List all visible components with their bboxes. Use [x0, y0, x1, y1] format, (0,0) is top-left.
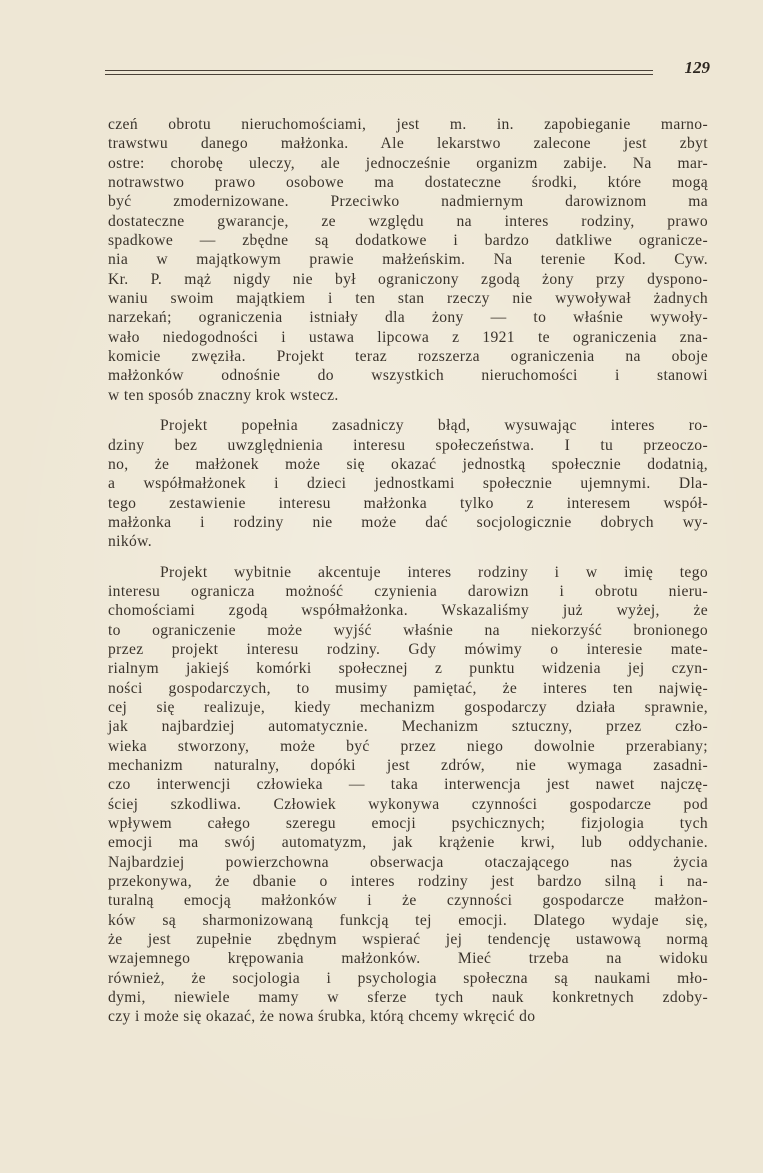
text-line: również, że socjologia i psychologia społeczna są naukami mło- — [108, 969, 708, 987]
header-rule-bottom — [105, 74, 653, 75]
text-line: że jest zupełnie zbędnym wspierać jej tendencję ustawową normą — [108, 931, 708, 949]
text-line: małżonków odnośnie do wszystkich nieruchomości i stanowi — [108, 367, 708, 385]
paragraph — [108, 416, 708, 551]
text-line: tego zestawienie interesu małżonka tylko z interesem współ- — [108, 494, 708, 512]
text-line: dostateczne gwarancje, ze względu na interes rodziny, prawo — [108, 212, 708, 230]
paragraph-gap — [108, 552, 708, 563]
text-line: spadkowe — zbędne są dodatkowe i bardzo datkliwe ogranicze- — [108, 232, 708, 250]
text-line: mechanizm naturalny, dopóki jest zdrów, nie wymaga zasadni- — [108, 757, 708, 774]
paragraph-gap — [108, 405, 708, 416]
text-line: czeń obrotu nieruchomościami, jest m. in. zapobieganie marno- — [108, 116, 708, 133]
text-line: wało niedogodności i ustawa lipcowa z 1921 te ograniczenia zna- — [108, 328, 708, 346]
text-line: no, że małżonek może się okazać jednostką społecznie dodatnią, — [108, 455, 708, 473]
text-line: cej się realizuje, kiedy mechanizm gospodarczy działa sprawnie, — [108, 698, 708, 716]
text-line: turalną emocją małżonków i że czynności gospodarcze małżon- — [108, 892, 708, 910]
text-line: wpływem całego szeregu emocji psychicznych; fizjologia tych — [108, 815, 708, 833]
text-line: Projekt wybitnie akcentuje interes rodziny i w imię tego — [160, 563, 708, 581]
text-line: rialnym jakiejś komórki społecznej z punktu widzenia jej czyn- — [108, 660, 708, 678]
text-line: ków są sharmonizowaną funkcją tej emocji. Dlatego wydaje się, — [108, 911, 708, 929]
text-line: małżonka i rodziny nie może dać socjologicznie dobrych wy- — [108, 513, 708, 531]
text-line: być zmodernizowane. Przeciwko nadmiernym darowiznom ma — [108, 193, 708, 211]
text-line: wzajemnego krępowania małżonków. Mieć trzeba na widoku — [108, 950, 708, 968]
text-line: notrawstwo prawo osobowe ma dostateczne środki, które mogą — [108, 174, 708, 192]
text-line: trawstwu danego małżonka. Ale lekarstwo zalecone jest zbyt — [108, 135, 708, 153]
header-rule-top — [105, 70, 653, 71]
text-line: ostre: chorobę uleczy, ale jednocześnie organizm zabije. Na mar- — [108, 154, 708, 172]
text-line: Projekt popełnia zasadniczy błąd, wysuwając interes ro- — [160, 417, 708, 435]
text-line: nia w majątkowym prawie małżeńskim. Na terenie Kod. Cyw. — [108, 251, 708, 269]
paragraph — [108, 115, 708, 405]
text-line: a współmałżonek i dzieci jednostkami społecznie ujemnymi. Dla- — [108, 475, 708, 493]
paragraph — [108, 563, 708, 1027]
text-line: Kr. P. mąż nigdy nie był ograniczony zgodą żony przy dyspono- — [108, 270, 708, 288]
text-line: komicie zwęziła. Projekt teraz rozszerza ograniczenia na oboje — [108, 348, 708, 366]
text-line: chomościami zgodą współmałżonka. Wskazaliśmy już wyżej, że — [108, 602, 708, 620]
page-number: 129 — [684, 58, 710, 77]
text-line: emocji ma swój automatyzm, jak krążenie krwi, lub oddychanie. — [108, 834, 708, 852]
text-line: przez projekt interesu rodziny. Gdy mówimy o interesie mate- — [108, 640, 708, 658]
text-line: ściej szkodliwa. Człowiek wykonywa czynności gospodarcze pod — [108, 795, 708, 813]
text-line: wieka stworzony, może być przez niego dowolnie przerabiany; — [108, 737, 708, 755]
body-text — [108, 115, 708, 1027]
text-line: dziny bez uwzględnienia interesu społeczeństwa. I tu przeoczo- — [108, 436, 708, 454]
text-line: ności gospodarczych, to musimy pamiętać, że interes ten najwię- — [108, 679, 708, 697]
text-line: w ten sposób znaczny krok wstecz. — [108, 386, 339, 404]
text-line: waniu swoim majątkiem i ten stan rzeczy nie wywoływał żadnych — [108, 290, 708, 308]
text-line: czo interwencji człowieka — taka interwencja jest nawet najczę- — [108, 776, 708, 794]
text-line: Najbardziej powierzchowna obserwacja otaczającego nas życia — [108, 853, 708, 871]
text-line: ników. — [108, 533, 152, 551]
text-line: jak najbardziej automatycznie. Mechanizm sztuczny, przez czło- — [108, 718, 708, 736]
text-line: narzekań; ograniczenia istniały dla żony — to właśnie wywoły- — [108, 309, 708, 327]
text-line: przekonywa, że dbanie o interes rodziny jest bardzo silną i na- — [108, 873, 708, 891]
page-header — [105, 58, 710, 86]
text-line: dymi, niewiele mamy w sferze tych nauk konkretnych zdoby- — [108, 989, 708, 1007]
text-line: to ograniczenie może wyjść właśnie na niekorzyść bronionego — [108, 621, 708, 639]
text-line: interesu ogranicza możność czynienia darowizn i obrotu nieru- — [108, 582, 708, 600]
text-line: czy i może się okazać, że nowa śrubka, którą chcemy wkręcić do — [108, 1008, 536, 1026]
